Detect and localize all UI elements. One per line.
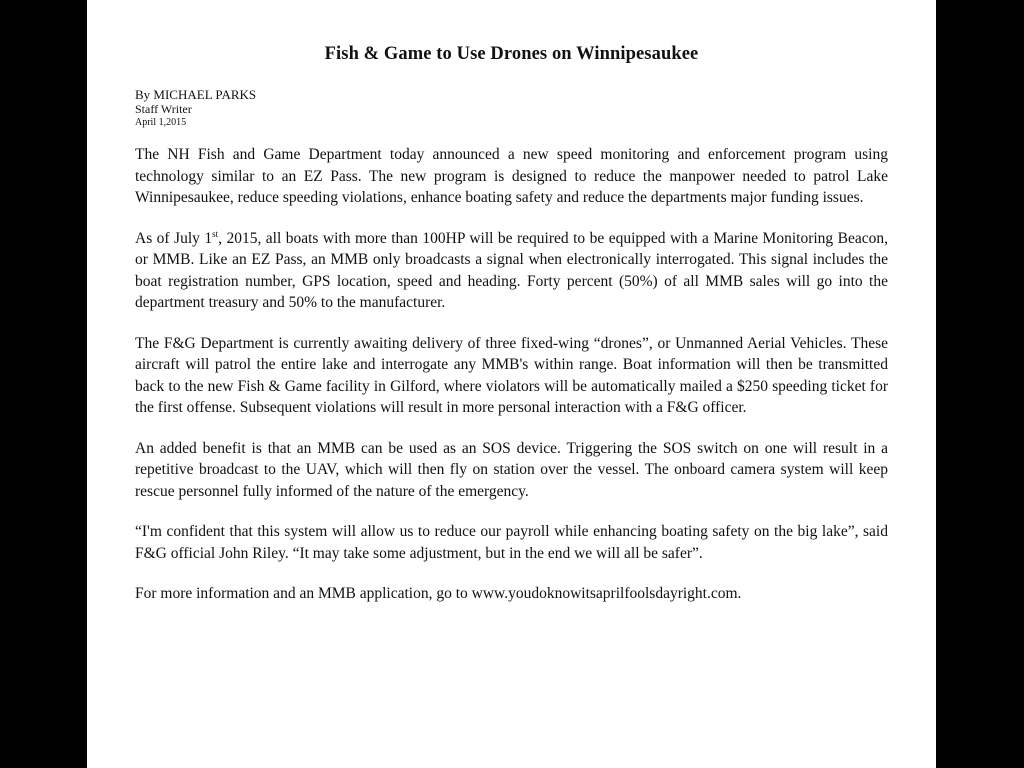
article-paragraph-3: The F&G Department is currently awaiting delivery of three fixed-wing “drones”, or Unmanned Aerial Vehicles. These aircraft will patrol the entire lake and interrogate any MMB's within range. Boat information will then be transmitted back to the new Fish & Game facility in Gilford, where violators will be automatically mailed a $250 speeding ticket for the first offense. Subsequent violations will result in more personal interaction with a F&G officer. xyxy=(135,334,888,416)
article-byline: By MICHAEL PARKS xyxy=(135,87,257,102)
paragraph-2-lead: As of July 1 xyxy=(135,229,213,247)
article-paragraph-5: “I'm confident that this system will allow us to reduce our payroll while enhancing boating safety on the big lake”, said F&G official John Riley. “It may take some adjustment, but in the end we will all be safer”. xyxy=(135,523,888,562)
paragraph-2-rest: , 2015, all boats with more than 100HP will be required to be equipped with a Marine Monitoring Beacon, or MMB. Like an EZ Pass, an MMB only broadcasts a signal when electronically interrogated. This signal includes the boat registration number, GPS location, speed and heading. Forty percent (50%) of all MMB sales will go into the department treasury and 50% to the manufacturer. xyxy=(135,229,888,311)
article-paragraph-4: An added benefit is that an MMB can be used as an SOS device. Triggering the SOS switch on one will result in a repetitive broadcast to the UAV, which will then fly on station over the vessel. The onboard camera system will keep rescue personnel fully informed of the nature of the emergency. xyxy=(135,439,888,500)
article-paragraph-2 xyxy=(135,228,888,314)
article-headline: Fish & Game to Use Drones on Winnipesaukee xyxy=(324,44,699,64)
article-paragraph-6: For more information and an MMB application, go to www.youdoknowitsaprilfoolsdayright.com. xyxy=(135,585,742,602)
ordinal-superscript: st xyxy=(212,228,219,239)
article-date: April 1,2015 xyxy=(135,117,187,128)
author-role: Staff Writer xyxy=(135,102,192,116)
article-paragraph-1: The NH Fish and Game Department today announced a new speed monitoring and enforcement program using technology similar to an EZ Pass. The new program is designed to reduce the manpower needed to patrol Lake Winnipesaukee, reduce speeding violations, enhance boating safety and reduce the departments major funding issues. xyxy=(135,146,888,206)
article-page xyxy=(87,0,936,768)
